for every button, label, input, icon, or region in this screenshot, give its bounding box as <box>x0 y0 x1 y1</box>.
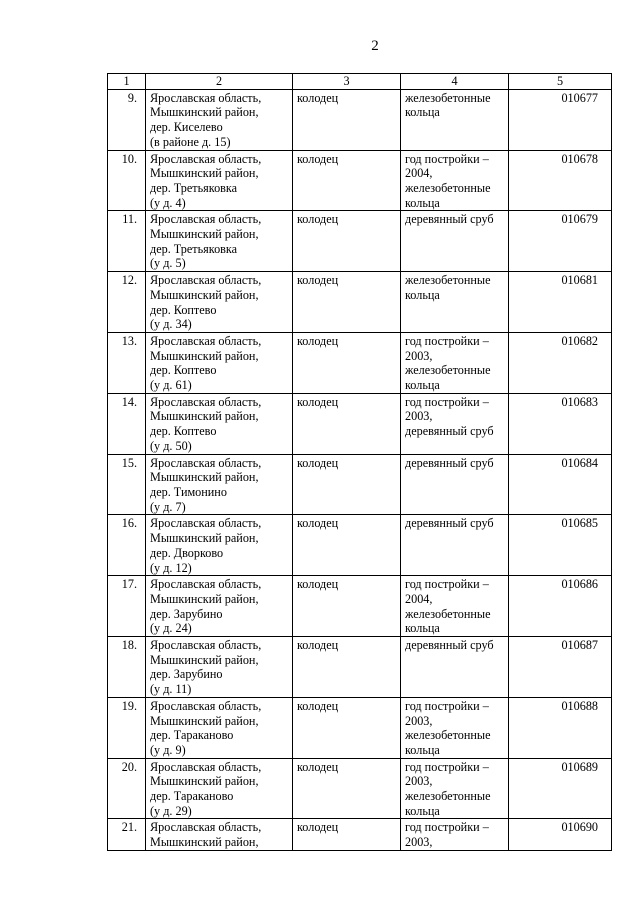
address-cell <box>146 150 293 211</box>
description-line: железобетонные <box>405 606 491 621</box>
description-cell <box>401 515 509 576</box>
address-line: (у д. 7) <box>150 499 186 514</box>
address-line: Ярославская область, <box>150 90 262 105</box>
address-line: (у д. 9) <box>150 742 186 757</box>
object-type-cell: колодец <box>293 515 401 576</box>
address-cell <box>146 819 293 850</box>
inventory-code: 010684 <box>509 454 612 515</box>
inventory-code: 010685 <box>509 515 612 576</box>
address-line: Мышкинский район, <box>150 227 259 242</box>
address-line: дер. Третьяковка <box>150 180 238 195</box>
table-row <box>108 332 612 393</box>
column-header: 1 <box>108 74 146 90</box>
address-line: дер. Тараканово <box>150 728 234 743</box>
address-line: Ярославская область, <box>150 638 262 653</box>
object-type-cell: колодец <box>293 454 401 515</box>
address-cell <box>146 89 293 150</box>
address-line: дер. Тараканово <box>150 789 234 804</box>
inventory-code: 010686 <box>509 576 612 637</box>
description-line: год постройки – <box>405 577 489 592</box>
address-line: Мышкинский район, <box>150 470 259 485</box>
column-header: 5 <box>509 74 612 90</box>
description-cell <box>401 332 509 393</box>
address-cell <box>146 515 293 576</box>
address-line: дер. Третьяковка <box>150 241 238 256</box>
description-cell <box>401 211 509 272</box>
address-line: Ярославская область, <box>150 333 262 348</box>
description-line: железобетонные <box>405 728 491 743</box>
description-line: деревянный сруб <box>405 638 494 653</box>
description-line: кольца <box>405 287 440 302</box>
row-number: 14. <box>108 393 146 454</box>
description-line: кольца <box>405 742 440 757</box>
description-cell <box>401 89 509 150</box>
row-number: 10. <box>108 150 146 211</box>
table-row <box>108 576 612 637</box>
object-type-cell: колодец <box>293 576 401 637</box>
row-number: 16. <box>108 515 146 576</box>
address-line: (у д. 50) <box>150 438 192 453</box>
description-cell <box>401 637 509 698</box>
table-row <box>108 515 612 576</box>
description-line: деревянный сруб <box>405 212 494 227</box>
table-row <box>108 150 612 211</box>
description-line: деревянный сруб <box>405 516 494 531</box>
registry-table <box>107 73 612 851</box>
address-line: Ярославская область, <box>150 273 262 288</box>
address-line: Ярославская область, <box>150 577 262 592</box>
table-row <box>108 393 612 454</box>
address-line: Ярославская область, <box>150 212 262 227</box>
address-line: Мышкинский район, <box>150 348 259 363</box>
table-row <box>108 272 612 333</box>
address-line: Мышкинский район, <box>150 713 259 728</box>
description-line: год постройки – <box>405 759 489 774</box>
table-row <box>108 758 612 819</box>
address-line: (у д. 29) <box>150 803 192 818</box>
address-line: (в районе д. 15) <box>150 134 231 149</box>
inventory-code: 010682 <box>509 332 612 393</box>
description-line: год постройки – <box>405 394 489 409</box>
address-line: Мышкинский район, <box>150 774 259 789</box>
row-number: 20. <box>108 758 146 819</box>
address-line: Мышкинский район, <box>150 531 259 546</box>
table-header-row <box>108 74 612 90</box>
object-type-cell: колодец <box>293 89 401 150</box>
description-line: 2003, <box>405 348 433 363</box>
address-line: (у д. 4) <box>150 195 186 210</box>
address-cell <box>146 576 293 637</box>
address-line: Ярославская область, <box>150 151 262 166</box>
table-row <box>108 819 612 850</box>
inventory-code: 010679 <box>509 211 612 272</box>
page-number: 2 <box>371 38 379 54</box>
description-line: год постройки – <box>405 333 489 348</box>
address-cell <box>146 393 293 454</box>
address-cell <box>146 758 293 819</box>
description-line: кольца <box>405 803 440 818</box>
description-cell <box>401 576 509 637</box>
address-line: Ярославская область, <box>150 698 262 713</box>
description-line: 2003, <box>405 713 433 728</box>
table-row <box>108 211 612 272</box>
object-type-cell: колодец <box>293 272 401 333</box>
address-line: дер. Коптево <box>150 424 217 439</box>
row-number: 17. <box>108 576 146 637</box>
description-cell <box>401 697 509 758</box>
inventory-code: 010688 <box>509 697 612 758</box>
description-cell <box>401 272 509 333</box>
address-cell <box>146 454 293 515</box>
description-line: железобетонные <box>405 363 491 378</box>
table-row <box>108 89 612 150</box>
address-line: дер. Зарубино <box>150 667 223 682</box>
address-line: дер. Коптево <box>150 363 217 378</box>
object-type-cell: колодец <box>293 758 401 819</box>
description-cell <box>401 758 509 819</box>
row-number: 12. <box>108 272 146 333</box>
inventory-code: 010678 <box>509 150 612 211</box>
object-type-cell: колодец <box>293 393 401 454</box>
inventory-code: 010677 <box>509 89 612 150</box>
address-line: Ярославская область, <box>150 394 262 409</box>
address-line: дер. Киселево <box>150 120 223 135</box>
table-row <box>108 454 612 515</box>
address-cell <box>146 272 293 333</box>
address-line: Мышкинский район, <box>150 105 259 120</box>
object-type-cell: колодец <box>293 332 401 393</box>
description-line: 2003, <box>405 409 433 424</box>
description-line: кольца <box>405 621 440 636</box>
address-line: (у д. 12) <box>150 560 192 575</box>
description-line: кольца <box>405 195 440 210</box>
description-line: кольца <box>405 105 440 120</box>
description-line: год постройки – <box>405 151 489 166</box>
address-cell <box>146 332 293 393</box>
address-cell <box>146 211 293 272</box>
inventory-code: 010683 <box>509 393 612 454</box>
description-cell <box>401 454 509 515</box>
description-line: 2004, <box>405 166 433 181</box>
address-line: Мышкинский район, <box>150 409 259 424</box>
row-number: 19. <box>108 697 146 758</box>
inventory-code: 010687 <box>509 637 612 698</box>
address-line: Мышкинский район, <box>150 166 259 181</box>
row-number: 13. <box>108 332 146 393</box>
address-line: Ярославская область, <box>150 516 262 531</box>
description-line: железобетонные <box>405 273 491 288</box>
address-line: дер. Коптево <box>150 302 217 317</box>
address-line: Мышкинский район, <box>150 652 259 667</box>
description-line: деревянный сруб <box>405 455 494 470</box>
row-number: 18. <box>108 637 146 698</box>
object-type-cell: колодец <box>293 637 401 698</box>
object-type-cell: колодец <box>293 697 401 758</box>
description-cell <box>401 150 509 211</box>
inventory-code: 010689 <box>509 758 612 819</box>
object-type-cell: колодец <box>293 150 401 211</box>
row-number: 9. <box>108 89 146 150</box>
description-line: деревянный сруб <box>405 424 494 439</box>
description-line: 2004, <box>405 591 433 606</box>
address-line: дер. Дворково <box>150 545 224 560</box>
column-header: 4 <box>401 74 509 90</box>
address-line: (у д. 61) <box>150 378 192 393</box>
address-line: дер. Тимонино <box>150 484 227 499</box>
description-line: год постройки – <box>405 820 489 835</box>
address-line: (у д. 34) <box>150 317 192 332</box>
description-line: железобетонные <box>405 90 491 105</box>
column-header: 2 <box>146 74 293 90</box>
object-type-cell: колодец <box>293 211 401 272</box>
description-line: железобетонные <box>405 180 491 195</box>
address-cell <box>146 637 293 698</box>
address-line: Ярославская область, <box>150 820 262 835</box>
row-number: 15. <box>108 454 146 515</box>
address-line: Мышкинский район, <box>150 591 259 606</box>
description-cell <box>401 393 509 454</box>
address-line: (у д. 11) <box>150 682 192 697</box>
address-line: Ярославская область, <box>150 759 262 774</box>
inventory-code: 010681 <box>509 272 612 333</box>
description-line: кольца <box>405 378 440 393</box>
table-body <box>108 89 612 850</box>
row-number: 11. <box>108 211 146 272</box>
address-line: Ярославская область, <box>150 455 262 470</box>
table-row <box>108 637 612 698</box>
address-line: дер. Зарубино <box>150 606 223 621</box>
column-header: 3 <box>293 74 401 90</box>
row-number: 21. <box>108 819 146 850</box>
address-cell <box>146 697 293 758</box>
description-line: железобетонные <box>405 789 491 804</box>
inventory-code: 010690 <box>509 819 612 850</box>
description-line: год постройки – <box>405 698 489 713</box>
address-line: (у д. 5) <box>150 256 186 271</box>
object-type-cell: колодец <box>293 819 401 850</box>
address-line: Мышкинский район, <box>150 835 259 850</box>
description-line: 2003, <box>405 774 433 789</box>
address-line: (у д. 24) <box>150 621 192 636</box>
table-row <box>108 697 612 758</box>
description-cell <box>401 819 509 850</box>
address-line: Мышкинский район, <box>150 287 259 302</box>
description-line: 2003, <box>405 835 433 850</box>
